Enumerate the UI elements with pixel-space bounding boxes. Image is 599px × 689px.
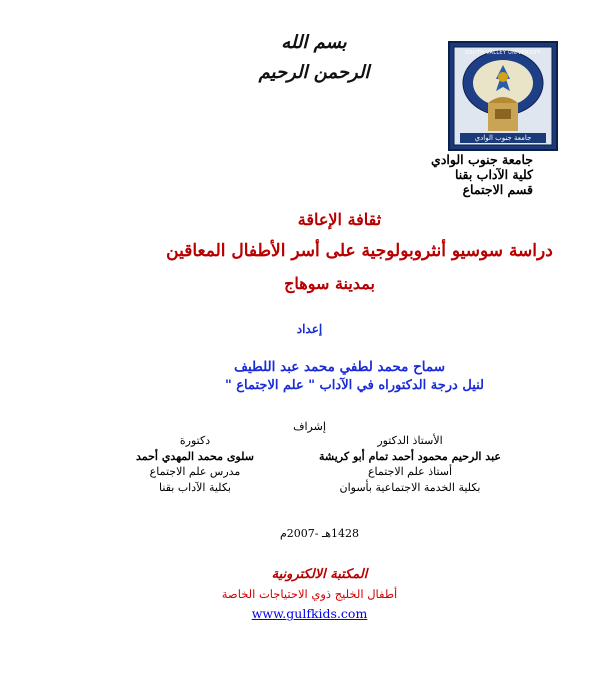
thesis-title-line-3: بمدينة سوهاج [284, 274, 375, 293]
publication-year: 1428هـ -2007م [279, 527, 360, 540]
supervisor-1 [300, 433, 520, 495]
supervisor-1-title: الأستاذ الدكتور [377, 434, 443, 447]
thesis-title-line-2: دراسة سوسيو أنثروبولوجية على أسر الأطفال المعاقين [166, 241, 553, 261]
department-name: قسم الاجتماع [462, 182, 533, 197]
basmala-text: بسم الله الرحمن الرحيم [258, 32, 370, 83]
supervisor-1-position: أستاذ علم الاجتماع [367, 465, 453, 478]
institution-block [383, 152, 533, 197]
logo-caption: جامعة جنوب الوادي [474, 134, 532, 142]
faculty-name: كلية الآداب بقنا [454, 167, 533, 182]
supervisor-2-affiliation: بكلية الآداب بقنا [159, 480, 231, 494]
supervisor-2 [115, 433, 275, 495]
website-link[interactable]: www.gulfkids.com [251, 606, 368, 621]
basmala [252, 28, 376, 83]
logo-ring-text: SOUTH VALLEY UNIVERSITY [465, 50, 541, 56]
supervisor-1-name: عبد الرحيم محمود أحمد تمام أبو كريشة [319, 449, 501, 463]
university-logo [448, 41, 558, 151]
preparation-label: إعداد [296, 322, 323, 336]
supervisor-2-position: مدرس علم الاجتماع [149, 465, 241, 478]
publisher-name: أطفال الخليج ذوي الاحتياجات الخاصة [221, 587, 398, 601]
supervisor-2-title: دكتورة [179, 434, 211, 447]
thesis-title-line-1: ثقافة الإعاقة [297, 210, 382, 229]
author-name: سماح محمد لطفي محمد عبد اللطيف [233, 359, 446, 375]
supervision-label: إشراف [293, 420, 326, 433]
website [0, 606, 599, 621]
supervisor-2-name: سلوى محمد المهدي أحمد [136, 449, 254, 463]
degree-statement: لنيل درجة الدكتوراه في الآداب " علم الاجتماع " [224, 378, 485, 393]
university-name: جامعة جنوب الوادي [431, 152, 533, 167]
supervisor-1-affiliation: بكلية الخدمة الاجتماعية بأسوان [339, 480, 481, 494]
library-name: المكتبة الالكترونية [271, 567, 368, 582]
